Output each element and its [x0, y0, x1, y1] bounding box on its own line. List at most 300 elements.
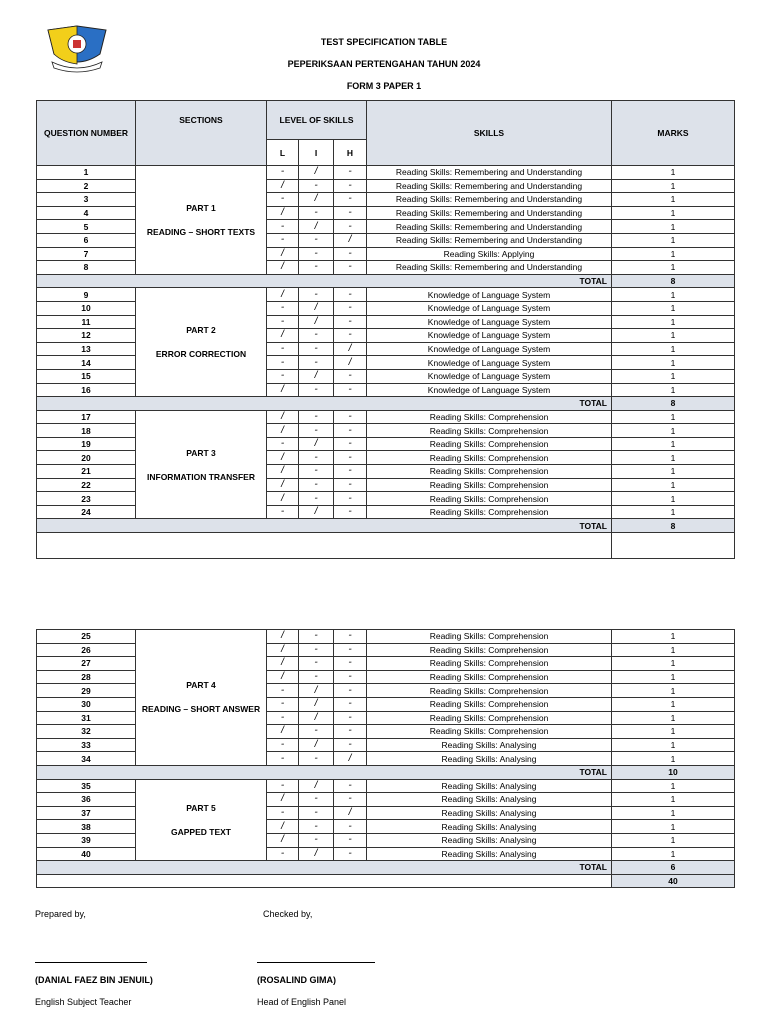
table-row [37, 410, 735, 424]
question-number: 17 [37, 410, 136, 424]
section-label [136, 630, 267, 766]
question-number: 14 [37, 356, 136, 370]
level-l: / [267, 179, 299, 193]
question-number: 6 [37, 233, 136, 247]
level-h: - [334, 725, 367, 739]
grand-total: 40 [612, 874, 735, 888]
checked-by-label: Checked by, [263, 909, 313, 919]
mark: 1 [612, 247, 735, 261]
level-i: - [299, 247, 334, 261]
question-number: 23 [37, 492, 136, 506]
total-row [37, 765, 735, 779]
level-h: - [334, 697, 367, 711]
level-i: - [299, 329, 334, 343]
level-l: - [267, 738, 299, 752]
level-i: - [299, 478, 334, 492]
level-i: - [299, 451, 334, 465]
section-line [136, 814, 266, 826]
mark: 1 [612, 206, 735, 220]
skill: Reading Skills: Comprehension [367, 711, 612, 725]
skill: Reading Skills: Analysing [367, 820, 612, 834]
level-i: - [299, 492, 334, 506]
level-h: - [334, 847, 367, 861]
level-l: - [267, 697, 299, 711]
level-h: - [334, 833, 367, 847]
skill: Reading Skills: Remembering and Understanding [367, 193, 612, 207]
mark: 1 [612, 657, 735, 671]
skill: Reading Skills: Applying [367, 247, 612, 261]
section-line: INFORMATION TRANSFER [147, 471, 255, 482]
question-number: 37 [37, 806, 136, 820]
question-number: 3 [37, 193, 136, 207]
skill: Reading Skills: Analysing [367, 833, 612, 847]
section-line: PART 5 [186, 802, 216, 813]
skill: Reading Skills: Comprehension [367, 437, 612, 451]
level-l: - [267, 315, 299, 329]
mark: 1 [612, 833, 735, 847]
skill: Reading Skills: Comprehension [367, 505, 612, 519]
skill: Reading Skills: Analysing [367, 793, 612, 807]
level-h: - [334, 465, 367, 479]
section-line [136, 214, 266, 226]
mark: 1 [612, 233, 735, 247]
level-l: / [267, 643, 299, 657]
section-line [136, 336, 266, 348]
mark: 1 [612, 697, 735, 711]
mark: 1 [612, 847, 735, 861]
level-l: - [267, 369, 299, 383]
level-l: / [267, 410, 299, 424]
mark: 1 [612, 166, 735, 180]
level-h: - [334, 779, 367, 793]
mark: 1 [612, 315, 735, 329]
col-level-of-skills: LEVEL OF SKILLS [267, 101, 367, 140]
level-l: - [267, 806, 299, 820]
level-i: - [299, 342, 334, 356]
skill: Reading Skills: Comprehension [367, 492, 612, 506]
question-number: 35 [37, 779, 136, 793]
question-number: 29 [37, 684, 136, 698]
skill: Reading Skills: Remembering and Understanding [367, 220, 612, 234]
mark: 1 [612, 356, 735, 370]
mark: 1 [612, 478, 735, 492]
level-i: / [299, 315, 334, 329]
section-label [136, 779, 267, 861]
mark: 1 [612, 806, 735, 820]
skill: Reading Skills: Remembering and Understanding [367, 206, 612, 220]
mark: 1 [612, 220, 735, 234]
level-i: - [299, 752, 334, 766]
question-number: 40 [37, 847, 136, 861]
question-number: 1 [37, 166, 136, 180]
mark: 1 [612, 424, 735, 438]
skill: Knowledge of Language System [367, 315, 612, 329]
table-row [37, 166, 735, 180]
skill: Reading Skills: Comprehension [367, 451, 612, 465]
skill: Knowledge of Language System [367, 369, 612, 383]
question-number: 19 [37, 437, 136, 451]
skill: Reading Skills: Comprehension [367, 725, 612, 739]
skill: Reading Skills: Comprehension [367, 478, 612, 492]
mark: 1 [612, 643, 735, 657]
level-l: / [267, 630, 299, 644]
level-l: - [267, 711, 299, 725]
blank-cell [37, 533, 612, 559]
level-l: / [267, 424, 299, 438]
level-h: - [334, 329, 367, 343]
question-number: 32 [37, 725, 136, 739]
question-number: 5 [37, 220, 136, 234]
level-l: / [267, 247, 299, 261]
level-l: - [267, 505, 299, 519]
mark: 1 [612, 465, 735, 479]
level-i: - [299, 670, 334, 684]
section-line [136, 459, 266, 471]
level-i: - [299, 410, 334, 424]
level-h: / [334, 342, 367, 356]
level-i: - [299, 833, 334, 847]
level-i: - [299, 356, 334, 370]
mark: 1 [612, 492, 735, 506]
section-line: READING – SHORT ANSWER [141, 704, 261, 715]
mark: 1 [612, 288, 735, 302]
question-number: 10 [37, 301, 136, 315]
question-number: 2 [37, 179, 136, 193]
mark: 1 [612, 752, 735, 766]
level-h: - [334, 288, 367, 302]
skill: Reading Skills: Comprehension [367, 697, 612, 711]
question-number: 13 [37, 342, 136, 356]
col-skills: SKILLS [367, 101, 612, 166]
total-value: 10 [612, 765, 735, 779]
mark: 1 [612, 329, 735, 343]
level-h: - [334, 424, 367, 438]
mark: 1 [612, 738, 735, 752]
level-i: - [299, 233, 334, 247]
skill: Knowledge of Language System [367, 383, 612, 397]
level-l: / [267, 657, 299, 671]
preparer-role: English Subject Teacher [35, 997, 132, 1007]
level-l: - [267, 342, 299, 356]
level-l: - [267, 437, 299, 451]
level-l: / [267, 492, 299, 506]
total-row [37, 861, 735, 875]
level-h: - [334, 657, 367, 671]
mark: 1 [612, 261, 735, 275]
skill: Reading Skills: Comprehension [367, 630, 612, 644]
level-h: / [334, 752, 367, 766]
skill: Reading Skills: Comprehension [367, 424, 612, 438]
mark: 1 [612, 451, 735, 465]
level-l: / [267, 206, 299, 220]
level-h: - [334, 820, 367, 834]
mark: 1 [612, 179, 735, 193]
level-l: - [267, 779, 299, 793]
level-l: / [267, 261, 299, 275]
level-l: / [267, 288, 299, 302]
total-label: TOTAL [37, 397, 612, 411]
level-l: / [267, 725, 299, 739]
level-l: / [267, 820, 299, 834]
level-i: / [299, 166, 334, 180]
question-number: 26 [37, 643, 136, 657]
col-question-number: QUESTION NUMBER [37, 101, 136, 166]
level-i: / [299, 738, 334, 752]
question-number: 20 [37, 451, 136, 465]
level-l: - [267, 356, 299, 370]
level-i: - [299, 261, 334, 275]
level-i: - [299, 643, 334, 657]
level-h: - [334, 193, 367, 207]
checker-role: Head of English Panel [257, 997, 347, 1007]
level-i: / [299, 684, 334, 698]
question-number: 7 [37, 247, 136, 261]
level-h: / [334, 233, 367, 247]
section-line: READING – SHORT TEXTS [146, 226, 256, 237]
question-number: 4 [37, 206, 136, 220]
level-l: / [267, 329, 299, 343]
level-h: - [334, 261, 367, 275]
level-h: - [334, 383, 367, 397]
skill: Reading Skills: Remembering and Understanding [367, 179, 612, 193]
level-l: - [267, 233, 299, 247]
level-i: - [299, 179, 334, 193]
mark: 1 [612, 410, 735, 424]
level-l: - [267, 684, 299, 698]
level-l: - [267, 752, 299, 766]
level-i: / [299, 220, 334, 234]
level-i: - [299, 383, 334, 397]
section-line: ERROR CORRECTION [155, 349, 247, 360]
level-i: / [299, 697, 334, 711]
total-row [37, 397, 735, 411]
level-i: - [299, 793, 334, 807]
mark: 1 [612, 437, 735, 451]
level-i: - [299, 288, 334, 302]
signature-line-preparer [35, 962, 147, 963]
skill: Reading Skills: Analysing [367, 847, 612, 861]
mark: 1 [612, 793, 735, 807]
skill: Reading Skills: Comprehension [367, 410, 612, 424]
skill: Reading Skills: Comprehension [367, 643, 612, 657]
question-number: 22 [37, 478, 136, 492]
level-h: - [334, 437, 367, 451]
total-label: TOTAL [37, 861, 612, 875]
col-i: I [299, 140, 334, 166]
level-l: / [267, 383, 299, 397]
total-label: TOTAL [37, 519, 612, 533]
question-number: 27 [37, 657, 136, 671]
mark: 1 [612, 684, 735, 698]
total-value: 8 [612, 519, 735, 533]
question-number: 8 [37, 261, 136, 275]
level-l: / [267, 833, 299, 847]
skill: Reading Skills: Analysing [367, 779, 612, 793]
level-h: - [334, 220, 367, 234]
skill: Reading Skills: Comprehension [367, 657, 612, 671]
question-number: 9 [37, 288, 136, 302]
level-i: - [299, 424, 334, 438]
level-h: - [334, 684, 367, 698]
skill: Knowledge of Language System [367, 342, 612, 356]
level-l: - [267, 166, 299, 180]
level-l: - [267, 301, 299, 315]
total-value: 6 [612, 861, 735, 875]
level-i: / [299, 505, 334, 519]
mark: 1 [612, 383, 735, 397]
section-line: PART 2 [186, 325, 216, 336]
table-row [37, 630, 735, 644]
mark: 1 [612, 505, 735, 519]
level-h: - [334, 643, 367, 657]
question-number: 18 [37, 424, 136, 438]
mark: 1 [612, 670, 735, 684]
skill: Knowledge of Language System [367, 301, 612, 315]
level-l: - [267, 193, 299, 207]
mark: 1 [612, 301, 735, 315]
question-number: 30 [37, 697, 136, 711]
question-number: 34 [37, 752, 136, 766]
level-l: / [267, 451, 299, 465]
level-h: / [334, 356, 367, 370]
level-l: / [267, 793, 299, 807]
table-row [37, 288, 735, 302]
level-i: - [299, 725, 334, 739]
level-h: / [334, 806, 367, 820]
total-label: TOTAL [37, 274, 612, 288]
level-i: / [299, 193, 334, 207]
section-label [136, 288, 267, 397]
section-line: PART 4 [186, 680, 216, 691]
question-number: 31 [37, 711, 136, 725]
level-h: - [334, 478, 367, 492]
section-line: PART 1 [186, 202, 216, 213]
table-row [37, 779, 735, 793]
level-h: - [334, 738, 367, 752]
blank-cell [612, 533, 735, 559]
document-title: TEST SPECIFICATION TABLE [320, 37, 448, 47]
exam-title: PEPERIKSAAN PERTENGAHAN TAHUN 2024 [287, 59, 481, 69]
level-i: / [299, 369, 334, 383]
section-line [136, 691, 266, 703]
mark: 1 [612, 630, 735, 644]
question-number: 16 [37, 383, 136, 397]
preparer-name: (DANIAL FAEZ BIN JENUIL) [35, 975, 153, 985]
blank-cell [37, 874, 612, 888]
skill: Reading Skills: Comprehension [367, 684, 612, 698]
skill: Reading Skills: Remembering and Understanding [367, 261, 612, 275]
level-h: - [334, 630, 367, 644]
level-l: / [267, 478, 299, 492]
skill: Knowledge of Language System [367, 288, 612, 302]
section-line: PART 3 [186, 447, 216, 458]
level-l: - [267, 847, 299, 861]
col-l: L [267, 140, 299, 166]
level-h: - [334, 315, 367, 329]
skill: Knowledge of Language System [367, 356, 612, 370]
mark: 1 [612, 820, 735, 834]
question-number: 21 [37, 465, 136, 479]
level-h: - [334, 793, 367, 807]
col-marks: MARKS [612, 101, 735, 166]
skill: Reading Skills: Comprehension [367, 465, 612, 479]
total-value: 8 [612, 397, 735, 411]
level-i: - [299, 206, 334, 220]
section-label [136, 410, 267, 519]
level-i: - [299, 806, 334, 820]
total-label: TOTAL [37, 765, 612, 779]
skill: Reading Skills: Comprehension [367, 670, 612, 684]
level-h: - [334, 206, 367, 220]
level-h: - [334, 369, 367, 383]
mark: 1 [612, 193, 735, 207]
level-h: - [334, 505, 367, 519]
level-i: / [299, 301, 334, 315]
skill: Reading Skills: Remembering and Understanding [367, 166, 612, 180]
section-label [136, 166, 267, 275]
total-value: 8 [612, 274, 735, 288]
level-l: - [267, 220, 299, 234]
level-i: - [299, 630, 334, 644]
level-h: - [334, 492, 367, 506]
level-l: / [267, 465, 299, 479]
skill: Reading Skills: Remembering and Understanding [367, 233, 612, 247]
level-i: / [299, 437, 334, 451]
mark: 1 [612, 369, 735, 383]
question-number: 11 [37, 315, 136, 329]
question-number: 12 [37, 329, 136, 343]
level-h: - [334, 451, 367, 465]
question-number: 36 [37, 793, 136, 807]
col-h: H [334, 140, 367, 166]
level-h: - [334, 301, 367, 315]
question-number: 25 [37, 630, 136, 644]
total-row [37, 519, 735, 533]
skill: Knowledge of Language System [367, 329, 612, 343]
skill: Reading Skills: Analysing [367, 752, 612, 766]
signature-line-checker [257, 962, 375, 963]
paper-title: FORM 3 PAPER 1 [346, 81, 422, 91]
level-h: - [334, 166, 367, 180]
level-h: - [334, 179, 367, 193]
col-sections: SECTIONS [136, 101, 267, 166]
level-i: / [299, 779, 334, 793]
level-i: - [299, 820, 334, 834]
skill: Reading Skills: Analysing [367, 806, 612, 820]
level-h: - [334, 670, 367, 684]
level-i: / [299, 711, 334, 725]
question-number: 24 [37, 505, 136, 519]
level-i: - [299, 465, 334, 479]
level-l: / [267, 670, 299, 684]
mark: 1 [612, 342, 735, 356]
mark: 1 [612, 725, 735, 739]
mark: 1 [612, 779, 735, 793]
question-number: 15 [37, 369, 136, 383]
section-line: GAPPED TEXT [171, 826, 231, 837]
mark: 1 [612, 711, 735, 725]
level-i: - [299, 657, 334, 671]
question-number: 33 [37, 738, 136, 752]
question-number: 38 [37, 820, 136, 834]
level-h: - [334, 247, 367, 261]
question-number: 39 [37, 833, 136, 847]
level-i: / [299, 847, 334, 861]
skill: Reading Skills: Analysing [367, 738, 612, 752]
level-h: - [334, 410, 367, 424]
level-h: - [334, 711, 367, 725]
prepared-by-label: Prepared by, [35, 909, 86, 919]
